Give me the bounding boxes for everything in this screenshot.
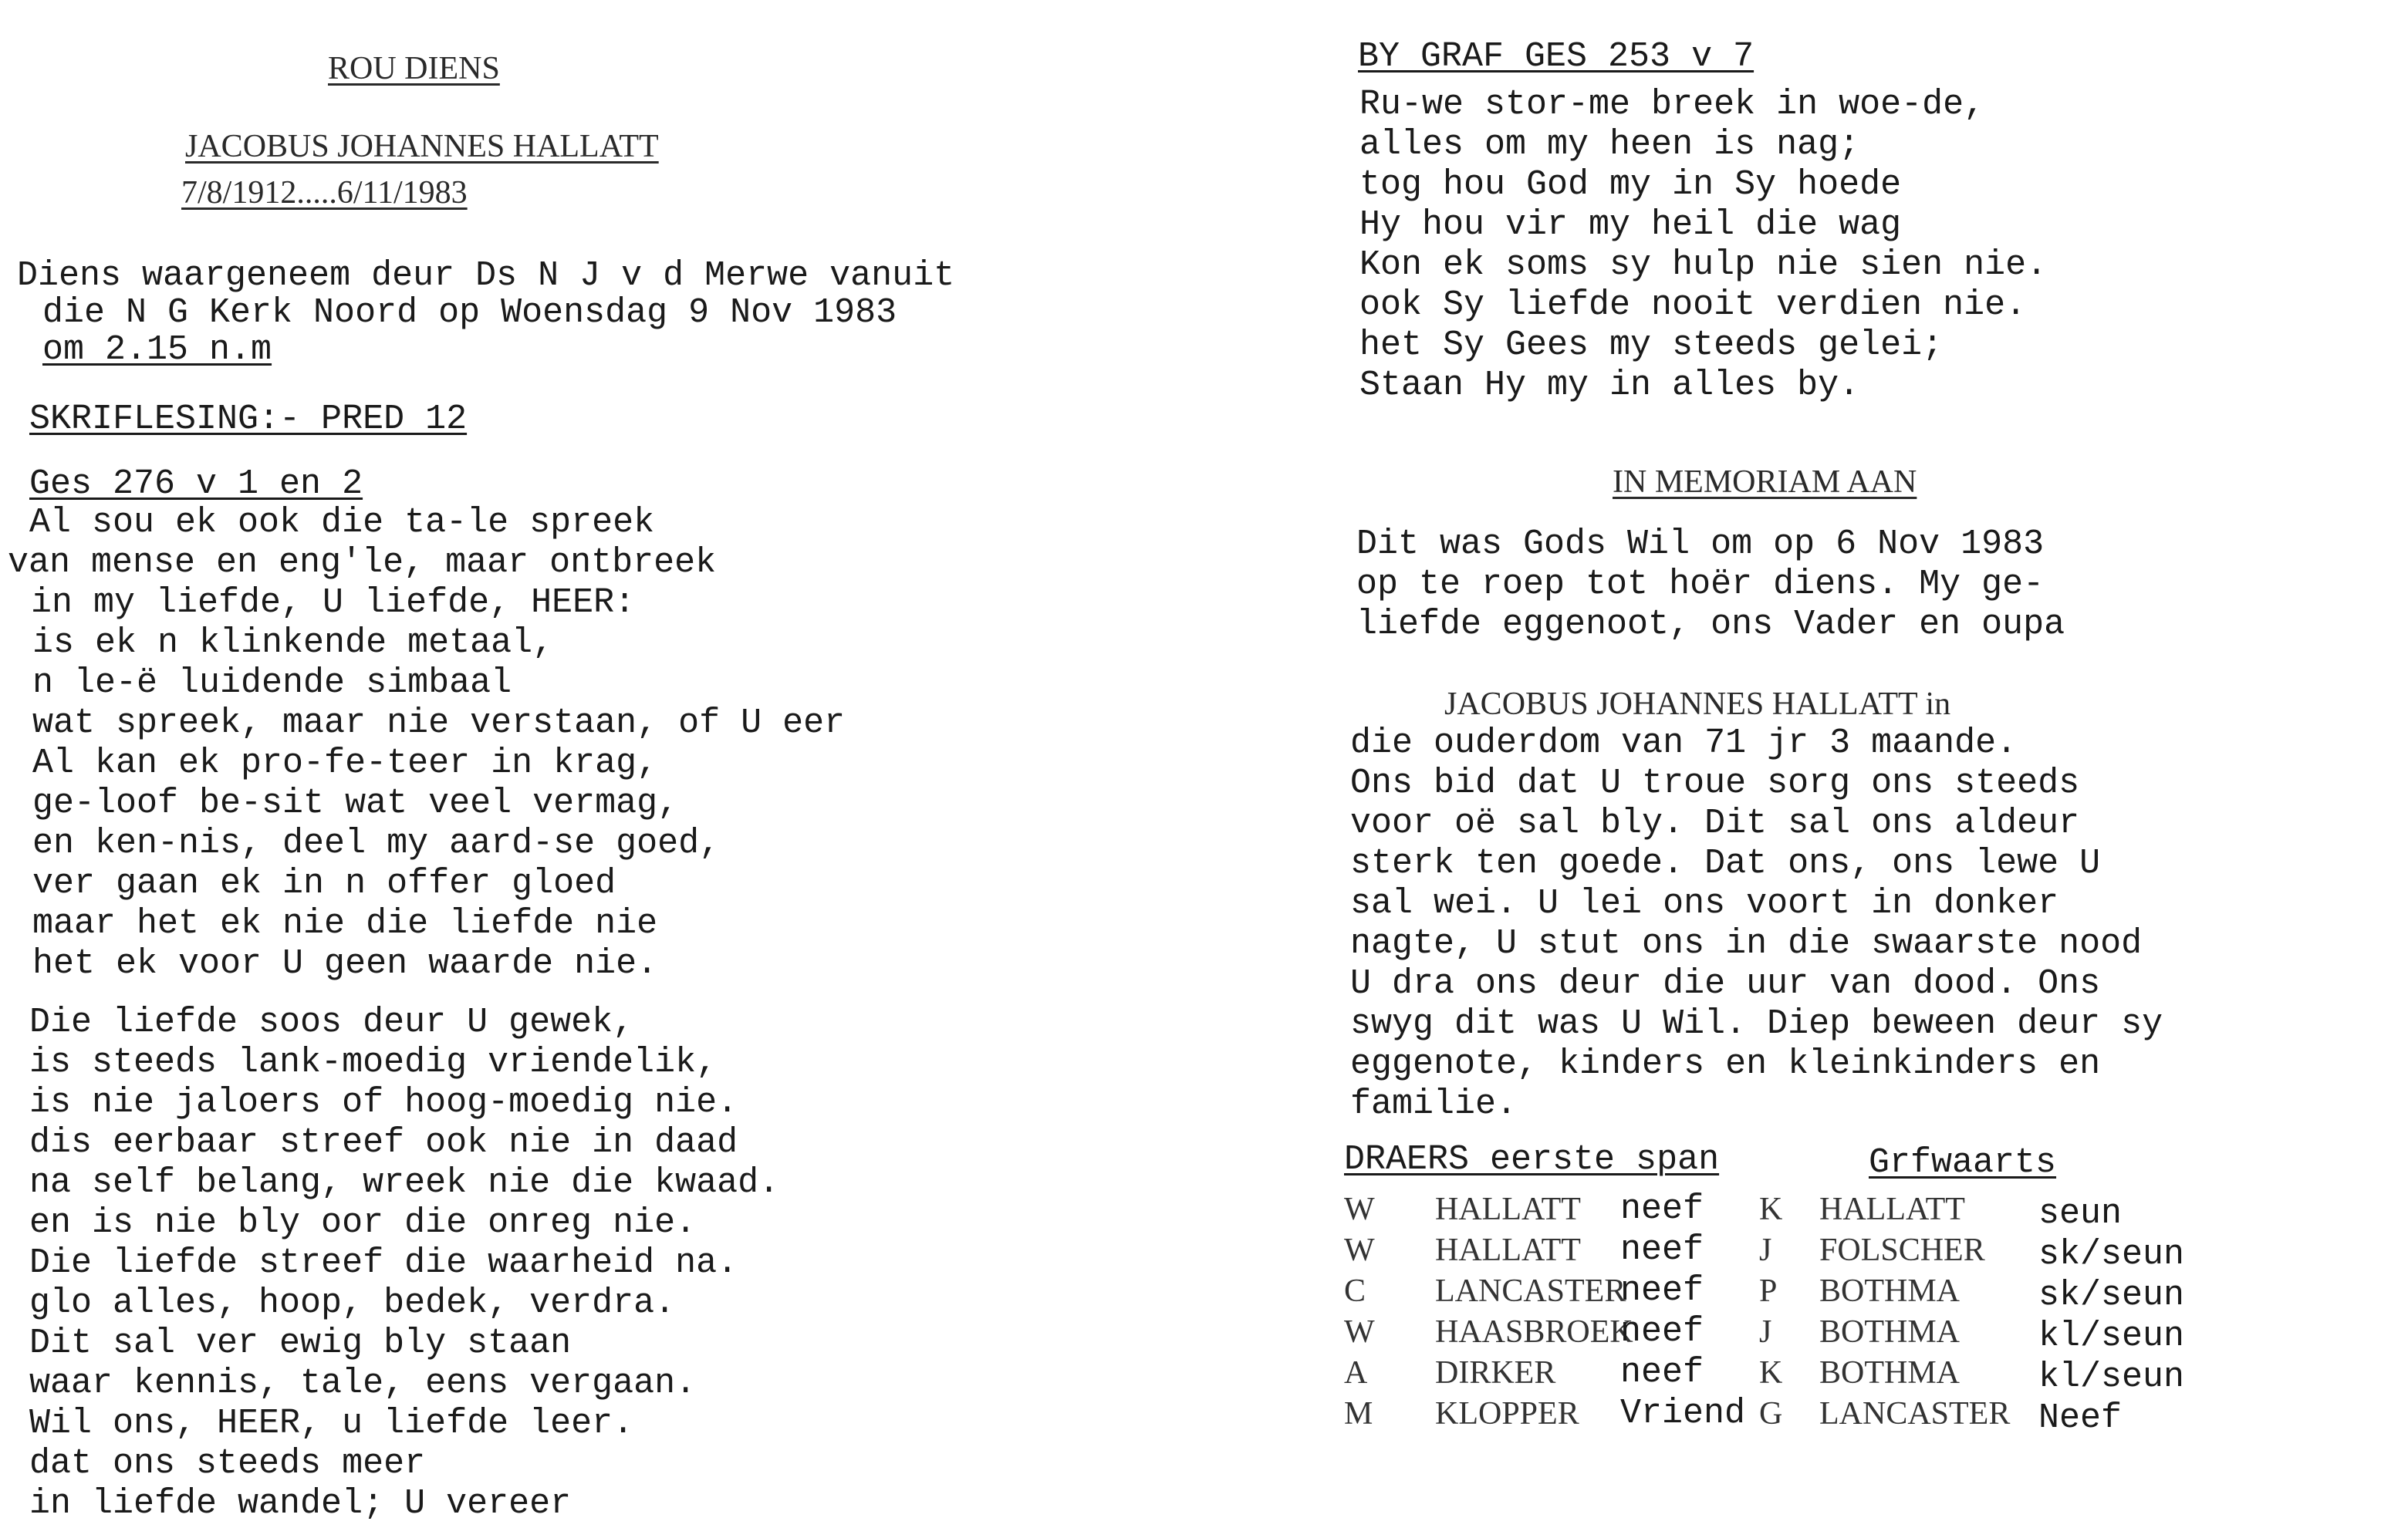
verse-line: n le-ë luidende simbaal	[32, 663, 512, 703]
memoriam-line: U dra ons deur die uur van dood. Ons	[1350, 964, 2101, 1003]
bearer-relation: neef	[1620, 1271, 1704, 1310]
life-dates: 7/8/1912.....6/11/1983	[181, 175, 468, 211]
graveward-initial: P	[1759, 1273, 1778, 1309]
bearer-surname: HALLATT	[1435, 1192, 1581, 1227]
verse-line: ver gaan ek in n offer gloed	[32, 864, 616, 903]
verse-line: is ek n klinkende metaal,	[32, 623, 554, 663]
verse-line: en is nie bly oor die onreg nie.	[29, 1203, 697, 1243]
graveward-relation: Neef	[2038, 1398, 2123, 1438]
deceased-name: JACOBUS JOHANNES HALLATT	[185, 129, 659, 164]
memoriam-line: die ouderdom van 71 jr 3 maande.	[1350, 723, 2018, 763]
bearer-relation: neef	[1620, 1230, 1704, 1270]
graveward-relation: kl/seun	[2038, 1317, 2185, 1356]
graveward-initial: K	[1759, 1355, 1783, 1391]
memoriam-line: nagte, U stut ons in die swaarste nood	[1350, 924, 2143, 963]
bearer-surname: DIRKER	[1435, 1355, 1556, 1391]
graveside-title: BY GRAF GES 253 v 7	[1358, 37, 1754, 76]
bearer-initial: W	[1344, 1314, 1375, 1350]
verse-line: glo alles, hoop, bedek, verdra.	[29, 1283, 676, 1323]
bearers-heading: DRAERS eerste span	[1344, 1140, 1720, 1179]
verse-line: Ru-we stor-me breek in woe-de,	[1359, 85, 1985, 124]
verse-line: ge-loof be-sit wat veel vermag,	[32, 784, 679, 823]
bearer-surname: HAASBROEK	[1435, 1314, 1633, 1350]
verse-line: Kon ek soms sy hulp nie sien nie.	[1359, 245, 2048, 285]
verse-line: Al kan ek pro-fe-teer in krag,	[32, 744, 658, 783]
graveward-surname: BOTHMA	[1819, 1355, 1961, 1391]
verse-line: is nie jaloers of hoog-moedig nie.	[29, 1083, 738, 1122]
verse-line: na self belang, wreek nie die kwaad.	[29, 1163, 780, 1202]
verse-line: alles om my heen is nag;	[1359, 125, 1860, 164]
service-line: om 2.15 n.m	[42, 330, 272, 369]
bearer-relation: neef	[1620, 1353, 1704, 1392]
bearer-relation: neef	[1620, 1189, 1704, 1229]
verse-line: dis eerbaar streef ook nie in daad	[29, 1123, 738, 1162]
graveward-initial: K	[1759, 1192, 1783, 1227]
graveward-relation: seun	[2038, 1194, 2123, 1233]
bearer-initial: C	[1344, 1273, 1366, 1309]
graveward-initial: J	[1759, 1314, 1772, 1350]
verse-line: Die liefde streef die waarheid na.	[29, 1243, 738, 1283]
graveward-relation: kl/seun	[2038, 1358, 2185, 1397]
memoriam-line: liefde eggenoot, ons Vader en oupa	[1356, 605, 2065, 644]
service-line: die N G Kerk Noord op Woensdag 9 Nov 1983	[42, 293, 897, 332]
service-title: ROU DIENS	[328, 51, 500, 86]
verse-line: maar het ek nie die liefde nie	[32, 904, 658, 943]
bearer-initial: A	[1344, 1355, 1368, 1391]
memoriam-line: op te roep tot hoër diens. My ge-	[1356, 565, 2045, 604]
graveward-surname: LANCASTER	[1819, 1396, 2011, 1432]
bearer-initial: W	[1344, 1192, 1375, 1227]
hymn-reference: Ges 276 v 1 en 2	[29, 464, 363, 504]
verse-line: Hy hou vir my heil die wag	[1359, 205, 1902, 245]
service-line: Diens waargeneem deur Ds N J v d Merwe vanuit	[17, 256, 955, 295]
verse-line: Dit sal ver ewig bly staan	[29, 1324, 572, 1363]
verse-line: waar kennis, tale, eens vergaan.	[29, 1364, 697, 1403]
verse-line: wat spreek, maar nie verstaan, of U eer	[32, 703, 846, 743]
memoriam-title: IN MEMORIAM AAN	[1613, 464, 1917, 500]
verse-line: in liefde wandel; U vereer	[29, 1484, 572, 1523]
verse-line: Wil ons, HEER, u liefde leer.	[29, 1404, 634, 1443]
memoriam-line: Dit was Gods Wil om op 6 Nov 1983	[1356, 524, 2045, 564]
memoriam-line: familie.	[1350, 1084, 1518, 1124]
verse-line: Die liefde soos deur U gewek,	[29, 1003, 634, 1042]
left-page	[0, 0, 1188, 1538]
verse-line: Al sou ek ook die ta-le spreek	[29, 503, 655, 542]
verse-line: Staan Hy my in alles by.	[1359, 366, 1860, 405]
graveward-surname: BOTHMA	[1819, 1273, 1961, 1309]
memoriam-line: swyg dit was U Wil. Diep beween deur sy	[1350, 1004, 2163, 1044]
memoriam-line: sterk ten goede. Dat ons, ons lewe U	[1350, 844, 2101, 883]
bearers-heading-graveward: Grfwaarts	[1869, 1143, 2057, 1182]
bearer-relation: Vriend	[1620, 1394, 1746, 1433]
scripture-reading: SKRIFLESING:- PRED 12	[29, 400, 468, 439]
verse-line: het Sy Gees my steeds gelei;	[1359, 325, 1944, 365]
memoriam-line: eggenote, kinders en kleinkinders en	[1350, 1044, 2101, 1084]
verse-line: en ken-nis, deel my aard-se goed,	[32, 824, 721, 863]
bearer-surname: LANCASTER	[1435, 1273, 1626, 1309]
graveward-surname: FOLSCHER	[1819, 1233, 1985, 1268]
verse-line: tog hou God my in Sy hoede	[1359, 165, 1902, 204]
graveward-surname: HALLATT	[1819, 1192, 1965, 1227]
memoriam-line: voor oë sal bly. Dit sal ons aldeur	[1350, 804, 2080, 843]
verse-line: dat ons steeds meer	[29, 1444, 426, 1483]
verse-line: ook Sy liefde nooit verdien nie.	[1359, 285, 2027, 325]
verse-line: is steeds lank-moedig vriendelik,	[29, 1043, 718, 1082]
memoriam-name: JACOBUS JOHANNES HALLATT in	[1444, 686, 1951, 722]
verse-line: in my liefde, U liefde, HEER:	[31, 583, 636, 622]
verse-line: het ek voor U geen waarde nie.	[32, 944, 658, 983]
graveward-initial: G	[1759, 1396, 1783, 1432]
graveward-initial: J	[1759, 1233, 1772, 1268]
graveward-relation: sk/seun	[2038, 1276, 2185, 1315]
memoriam-line: Ons bid dat U troue sorg ons steeds	[1350, 764, 2080, 803]
verse-line: van mense en eng'le, maar ontbreek	[8, 543, 717, 582]
right-page	[1204, 0, 2408, 1538]
graveward-surname: BOTHMA	[1819, 1314, 1961, 1350]
graveward-relation: sk/seun	[2038, 1235, 2185, 1274]
bearer-initial: M	[1344, 1396, 1373, 1432]
memoriam-line: sal wei. U lei ons voort in donker	[1350, 884, 2059, 923]
bearer-initial: W	[1344, 1233, 1375, 1268]
bearer-surname: HALLATT	[1435, 1233, 1581, 1268]
bearer-surname: KLOPPER	[1435, 1396, 1579, 1432]
bearer-relation: neef	[1620, 1312, 1704, 1351]
